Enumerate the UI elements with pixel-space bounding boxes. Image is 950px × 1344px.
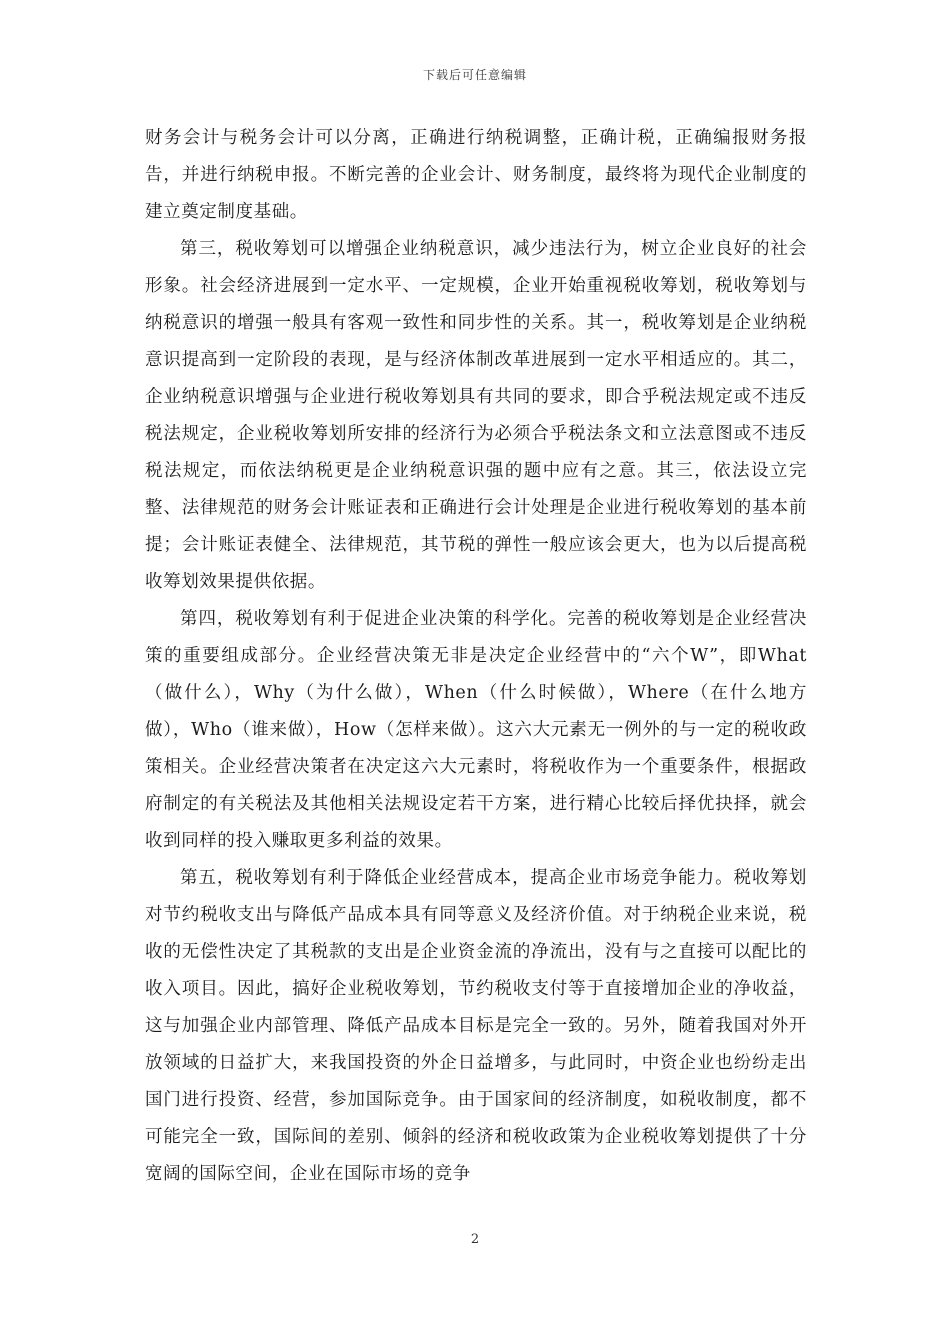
page-number: 2 bbox=[470, 1232, 480, 1247]
paragraph-third-point: 第三，税收筹划可以增强企业纳税意识，减少违法行为，树立企业良好的社会形象。社会经济进展到一定水平、一定规模，企业开始重视税收筹划，税收筹划与纳税意识的增强一般具有客观一致性和同步性的关系。其一，税收筹划是企业纳税意识提高到一定阶段的表现，是与经济体制改革进展到一定水平相适应的。其二，企业纳税意识增强与企业进行税收筹划具有共同的要求，即合乎税法规定或不违反税法规定，企业税收筹划所安排的经济行为必须合乎税法条文和立法意图或不违反税法规定，而依法纳税更是企业纳税意识强的题中应有之意。其三，依法设立完整、法律规范的财务会计账证表和正确进行会计处理是企业进行税收筹划的基本前提；会计账证表健全、法律规范，其节税的弹性一般应该会更大，也为以后提高税收筹划效果提供依据。 bbox=[145, 239, 807, 592]
page-header: 下载后可任意编辑 bbox=[422, 68, 527, 82]
paragraph-fourth-point: 第四，税收筹划有利于促进企业决策的科学化。完善的税收筹划是企业经营决策的重要组成部分。企业经营决策无非是决定企业经营中的“六个W”，即What（做什么），Why（为什么做），When（什么时候做），Where（在什么地方做），Who（谁来做），How（怎样来做）。这六大元素无一例外的与一定的税收政策相关。企业经营决策者在决定这六大元素时，将税收作为一个重要条件，根据政府制定的有关税法及其他相关法规设定若干方案，进行精心比较后择优抉择，就会收到同样的投入赚取更多利益的效果。 bbox=[145, 609, 807, 851]
document-body bbox=[145, 120, 807, 1193]
paragraph-fifth-point: 第五，税收筹划有利于降低企业经营成本，提高企业市场竞争能力。税收筹划对节约税收支出与降低产品成本具有同等意义及经济价值。对于纳税企业来说，税收的无偿性决定了其税款的支出是企业资金流的净流出，没有与之直接可以配比的收入项目。因此，搞好企业税收筹划，节约税收支付等于直接增加企业的净收益，这与加强企业内部管理、降低产品成本目标是完全一致的。另外，随着我国对外开放领域的日益扩大，来我国投资的外企日益增多，与此同时，中资企业也纷纷走出国门进行投资、经营，参加国际竞争。由于国家间的经济制度，如税收制度，都不可能完全一致，国际间的差别、倾斜的经济和税收政策为企业税收筹划提供了十分宽阔的国际空间，企业在国际市场的竞争 bbox=[145, 868, 807, 1184]
paragraph-continuation: 财务会计与税务会计可以分离，正确进行纳税调整，正确计税，正确编报财务报告，并进行纳税申报。不断完善的企业会计、财务制度，最终将为现代企业制度的建立奠定制度基础。 bbox=[145, 128, 807, 222]
